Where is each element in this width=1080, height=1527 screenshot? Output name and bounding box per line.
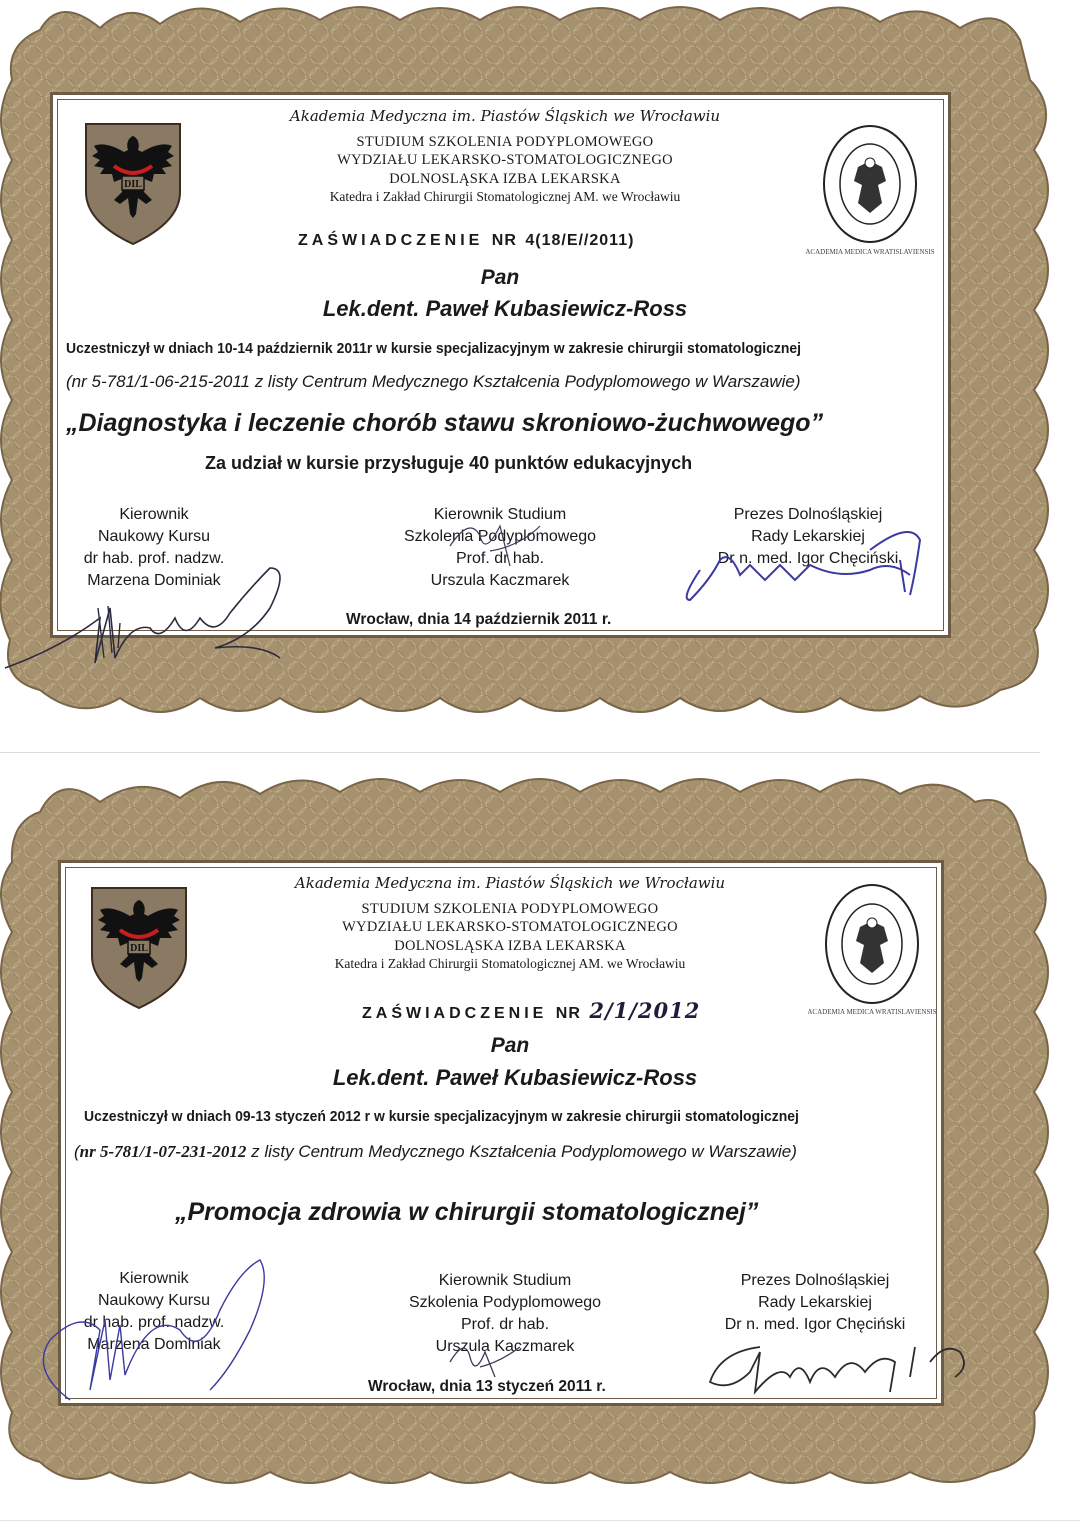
page-divider (0, 752, 1040, 753)
sig-line-2: Naukowy Kursu (97, 528, 211, 545)
signature-block-studium-head (393, 1270, 617, 1358)
sig-line-4: Marzena Dominiak (87, 572, 221, 589)
sig-line-3: dr hab. prof. nadzw. (83, 550, 225, 567)
sig-line-1: Kierownik (119, 1270, 189, 1287)
sig-line-4: Urszula Kaczmarek (435, 1338, 575, 1355)
header-line-3: DOLNOSLĄSKA IZBA LEKARSKA (394, 938, 626, 954)
zaswiadczenie-label: ZAŚWIADCZENIE (362, 1005, 548, 1022)
nr-label: NR (491, 232, 517, 249)
sig-line-1: Kierownik Studium (433, 506, 567, 523)
header-line-2: WYDZIAŁU LEKARSKO-STOMATOLOGICZNEGO (342, 919, 678, 935)
nr-value: 4(18/E//2011) (525, 232, 635, 249)
sig-line-3: Dr n. med. Igor Chęciński (724, 1316, 906, 1333)
sig-line-2: Szkolenia Podyplomowego (403, 528, 597, 545)
certificate-1 (0, 0, 1080, 730)
signature-block-president (700, 1270, 930, 1336)
recipient-name: Lek.dent. Paweł Kubasiewicz-Ross (332, 1065, 698, 1090)
place-and-date: Wrocław, dnia 14 październik 2011 r. (346, 611, 612, 628)
sig-line-1: Kierownik Studium (438, 1272, 572, 1289)
certificate-2 (0, 772, 1080, 1487)
zaswiadczenie-label: ZAŚWIADCZENIE (298, 232, 484, 249)
header-line-3: DOLNOSLĄSKA IZBA LEKARSKA (389, 171, 621, 187)
eagle-coat-of-arms-icon (84, 122, 182, 246)
header-line-2: WYDZIAŁU LEKARSKO-STOMATOLOGICZNEGO (337, 152, 673, 168)
academia-seal-icon (824, 882, 920, 1006)
academy-name: Akademia Medyczna im. Piastów Śląskich we Wrocławiu (289, 107, 721, 125)
seal-text: ACADEMIA MEDICA WRATISLAVIENSIS (805, 248, 935, 256)
list-number-bold: nr 5-781/1-07-231-2012 (79, 1142, 247, 1161)
academia-seal-icon (822, 123, 918, 245)
participation-text: Uczestniczył w dniach 10-14 październik 2011r w kursie specjalizacyjnym w zakresie chirurgii stomatologicznej (66, 340, 802, 357)
participation-text: Uczestniczył w dniach 09-13 styczeń 2012 r w kursie specjalizacyjnym w zakresie chirurgii stomatologicznej (84, 1108, 799, 1125)
sig-line-2: Rady Lekarskiej (758, 1294, 872, 1311)
sig-line-2: Naukowy Kursu (97, 1292, 211, 1309)
signature-block-course-head (66, 504, 242, 592)
list-number: (nr 5-781/1-06-215-2011 z listy Centrum Medycznego Kształcenia Podyplomowego w Warszawie) (66, 372, 801, 391)
sig-line-2: Rady Lekarskiej (751, 528, 865, 545)
sig-line-4: Marzena Dominiak (87, 1336, 221, 1353)
sig-line-1: Prezes Dolnośląskiej (733, 506, 883, 523)
sig-line-1: Kierownik (119, 506, 189, 523)
sig-line-3: dr hab. prof. nadzw. (83, 1314, 225, 1331)
signature-block-president (693, 504, 923, 570)
sig-line-2: Szkolenia Podyplomowego (408, 1294, 602, 1311)
list-number-open: ( (74, 1142, 80, 1161)
course-title: „Diagnostyka i leczenie chorób stawu skroniowo-żuchwowego” (66, 409, 824, 437)
header-line-4: Katedra i Zakład Chirurgii Stomatologicznej AM. we Wrocławiu (329, 189, 681, 204)
list-number-rest: z listy Centrum Medycznego Kształcenia Podyplomowego w Warszawie) (246, 1142, 797, 1161)
sig-line-3: Prof. dr hab. (460, 1316, 550, 1333)
salutation: Pan (480, 266, 520, 289)
nr-label: NR (555, 1005, 581, 1022)
list-number (74, 1142, 797, 1162)
header-line-1: STUDIUM SZKOLENIA PODYPLOMOWEGO (361, 901, 659, 917)
eagle-coat-of-arms-icon (90, 886, 188, 1010)
academy-name: Akademia Medyczna im. Piastów Śląskich we Wrocławiu (294, 874, 726, 892)
certificate-number (362, 998, 700, 1023)
sig-line-3: Prof. dr hab. (455, 550, 545, 567)
points-text: Za udział w kursie przysługuje 40 punktów edukacyjnych (205, 453, 693, 473)
header-line-4: Katedra i Zakład Chirurgii Stomatologicznej AM. we Wrocławiu (334, 956, 686, 971)
signature-block-course-head (66, 1268, 242, 1356)
sig-line-3: Dr n. med. Igor Chęciński (717, 550, 899, 567)
recipient-name: Lek.dent. Paweł Kubasiewicz-Ross (322, 296, 688, 321)
sig-line-4: Urszula Kaczmarek (430, 572, 570, 589)
seal-text: ACADEMIA MEDICA WRATISLAVIENSIS (807, 1008, 937, 1016)
page-bottom-line (0, 1520, 1080, 1521)
sig-line-1: Prezes Dolnośląskiej (740, 1272, 890, 1289)
header-line-1: STUDIUM SZKOLENIA PODYPLOMOWEGO (356, 134, 654, 150)
course-title: „Promocja zdrowia w chirurgii stomatologicznej” (175, 1198, 759, 1226)
signature-block-studium-head (390, 504, 610, 592)
certificate-number (298, 232, 634, 250)
place-and-date: Wrocław, dnia 13 styczeń 2011 r. (368, 1378, 606, 1395)
nr-value-handwritten: 2/1/2012 (589, 998, 701, 1023)
salutation: Pan (490, 1034, 530, 1057)
